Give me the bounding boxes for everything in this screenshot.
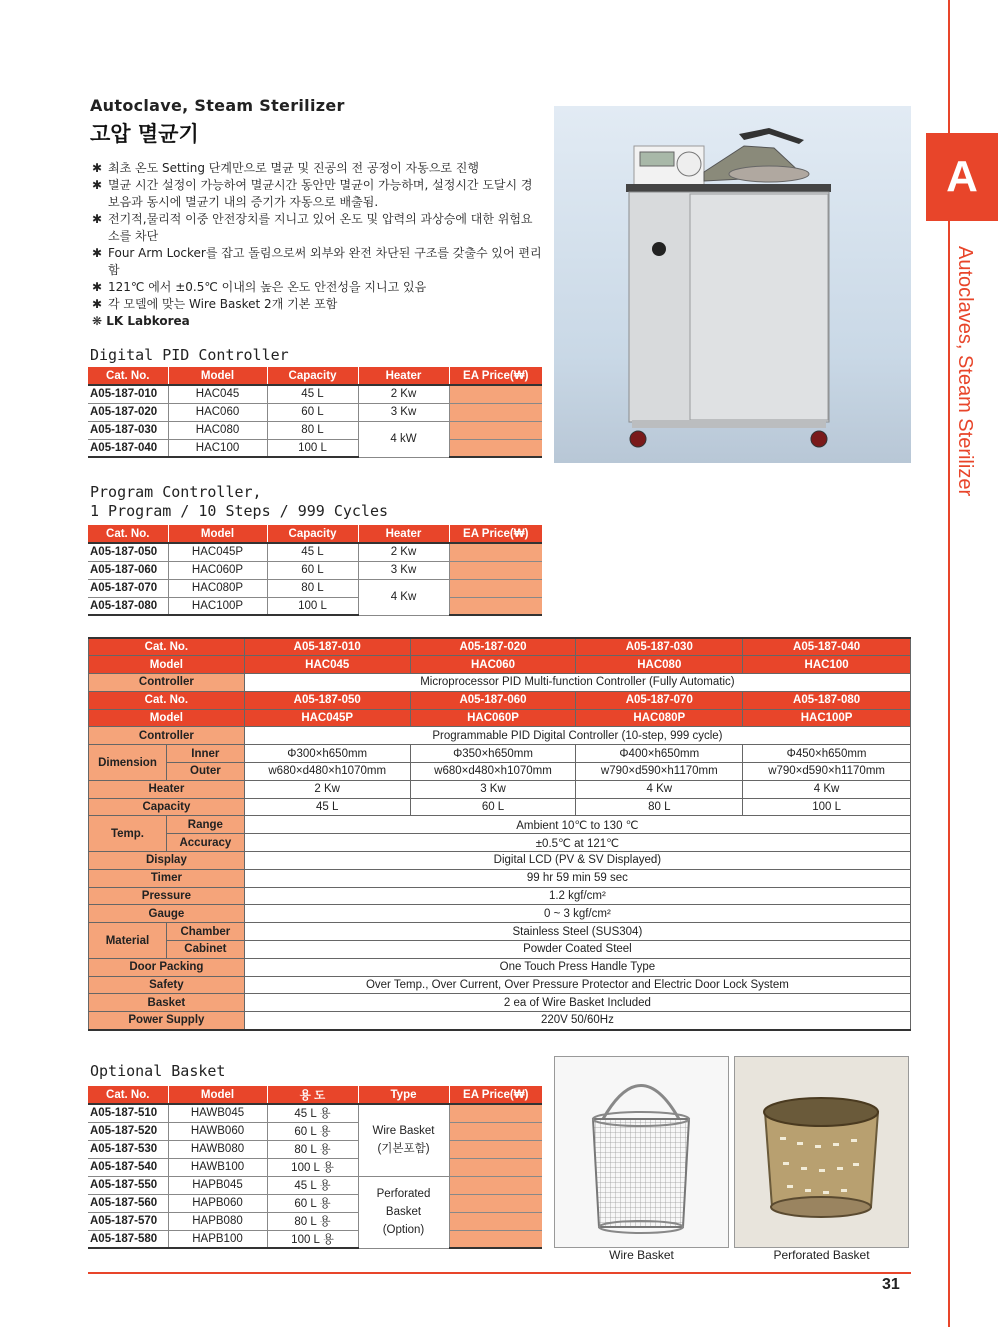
footer-rule bbox=[88, 1272, 911, 1274]
spec-row-timer: Timer 99 hr 59 min 59 sec bbox=[89, 869, 911, 887]
perforated-basket-image bbox=[734, 1056, 909, 1248]
col-header: Cat. No. bbox=[88, 525, 168, 543]
price-cell bbox=[449, 597, 542, 615]
col-header: Cat. No. bbox=[88, 367, 168, 385]
wire-basket-illustration bbox=[555, 1057, 728, 1247]
spec-row-range: Temp. Range Ambient 10℃ to 130 ℃ bbox=[89, 816, 911, 834]
spec-row-accuracy: Accuracy ±0.5℃ at 121℃ bbox=[89, 834, 911, 852]
table-header-row bbox=[88, 1086, 542, 1104]
price-cell bbox=[449, 1212, 542, 1230]
wire-basket-caption: Wire Basket bbox=[609, 1248, 674, 1262]
table-header-row bbox=[88, 525, 542, 543]
spec-row-cabinet: Cabinet Powder Coated Steel bbox=[89, 941, 911, 959]
table-row: A05-187-520 HAWB060 60 L 용 bbox=[88, 1122, 542, 1140]
perforated-basket-caption: Perforated Basket bbox=[773, 1248, 870, 1262]
feature-item: ✱ 121℃ 에서 ±0.5℃ 이내의 높은 온도 안전성을 지니고 있음 bbox=[92, 280, 427, 294]
spec-row-outer: Outer w680×d480×h1070mm w680×d480×h1070mm w790×d590×h1170mm w790×d590×h1170mm bbox=[89, 763, 911, 781]
brand-label: ❋ LK Labkorea bbox=[92, 314, 190, 328]
price-cell bbox=[449, 579, 542, 597]
price-cell bbox=[449, 385, 542, 403]
col-header: Capacity bbox=[267, 367, 358, 385]
autoclave-illustration bbox=[554, 106, 911, 463]
page-number: 31 bbox=[882, 1276, 900, 1293]
table-row: A05-187-570 HAPB080 80 L 용 bbox=[88, 1212, 542, 1230]
table-row: A05-187-080 HAC100P 100 L bbox=[88, 597, 542, 615]
spec-row-model2: Model HAC045P HAC060P HAC080P HAC100P bbox=[89, 709, 911, 727]
price-cell bbox=[449, 1230, 542, 1248]
spec-row-controller1: Controller Microprocessor PID Multi-function Controller (Fully Automatic) bbox=[89, 674, 911, 692]
spec-row-pressure: Pressure 1.2 kgf/cm² bbox=[89, 887, 911, 905]
col-header: Capacity bbox=[267, 525, 358, 543]
spec-table bbox=[88, 637, 911, 1031]
price-cell bbox=[449, 1176, 542, 1194]
prog-section-title: Program Controller, bbox=[90, 483, 262, 501]
bullet-icon: ✱ bbox=[92, 280, 103, 294]
table-row: A05-187-530 HAWB080 80 L 용 bbox=[88, 1140, 542, 1158]
table-row: A05-187-560 HAPB060 60 L 용 bbox=[88, 1194, 542, 1212]
price-cell bbox=[449, 403, 542, 421]
feature-list bbox=[92, 160, 542, 313]
side-title-text: Autoclaves, Steam Sterilizer bbox=[954, 246, 976, 497]
feature-item: ✱ 각 모델에 맞는 Wire Basket 2개 기본 포함 bbox=[92, 297, 338, 311]
col-header: Cat. No. bbox=[88, 1086, 168, 1104]
prog-price-table bbox=[88, 525, 542, 616]
spec-row-chamber: Material Chamber Stainless Steel (SUS304) bbox=[89, 923, 911, 941]
spec-row-model1: Model HAC045 HAC060 HAC080 HAC100 bbox=[89, 656, 911, 674]
table-row: A05-187-060 HAC060P 60 L 3 Kw bbox=[88, 561, 542, 579]
price-cell bbox=[449, 1104, 542, 1122]
spec-row-door: Door Packing One Touch Press Handle Type bbox=[89, 958, 911, 976]
optional-price-table bbox=[88, 1086, 542, 1249]
spec-row-controller2: Controller Programmable PID Digital Controller (10-step, 999 cycle) bbox=[89, 727, 911, 745]
price-cell bbox=[449, 1122, 542, 1140]
bullet-icon: ✱ bbox=[92, 297, 103, 311]
type-cell-perforated: Perforated Basket (Option) bbox=[358, 1176, 449, 1248]
feature-item: ✱ 멸균 시간 설정이 가능하여 멸균시간 동안만 멸균이 가능하며, 설정시간 도달시 경보음과 동시에 멸균기 내의 증기가 자동으로 배출됨. bbox=[92, 178, 533, 209]
col-header: Model bbox=[168, 525, 267, 543]
table-row: A05-187-050 HAC045P 45 L 2 Kw bbox=[88, 543, 542, 561]
spec-row-safety: Safety Over Temp., Over Current, Over Pressure Protector and Electric Door Lock System bbox=[89, 976, 911, 994]
autoclave-photo bbox=[554, 106, 911, 463]
table-header-row bbox=[88, 367, 542, 385]
price-cell bbox=[449, 543, 542, 561]
bullet-icon: ✱ bbox=[92, 161, 103, 175]
spec-row-gauge: Gauge 0 ~ 3 kgf/cm² bbox=[89, 905, 911, 923]
table-row: A05-187-040 HAC100 100 L bbox=[88, 439, 542, 457]
optional-section-title: Optional Basket bbox=[90, 1062, 226, 1080]
feature-item: ✱ Four Arm Locker를 잡고 돌림으로써 외부와 완전 차단된 구조를 갖출수 있어 편리함 bbox=[92, 246, 542, 277]
spec-row-cat1: Cat. No. A05-187-010 A05-187-020 A05-187-030 A05-187-040 bbox=[89, 638, 911, 656]
pid-price-table bbox=[88, 367, 542, 458]
table-row: A05-187-030 HAC080 80 L 4 kW bbox=[88, 421, 542, 439]
col-header: EA Price(₩) bbox=[449, 367, 542, 385]
table-row: A05-187-580 HAPB100 100 L 용 bbox=[88, 1230, 542, 1248]
price-cell bbox=[449, 1158, 542, 1176]
spec-row-display: Display Digital LCD (PV & SV Displayed) bbox=[89, 852, 911, 870]
spec-row-inner: Dimension Inner Φ300×h650mm Φ350×h650mm Φ400×h650mm Φ450×h650mm bbox=[89, 745, 911, 763]
page-title-en: Autoclave, Steam Sterilizer bbox=[90, 96, 345, 115]
table-row: A05-187-020 HAC060 60 L 3 Kw bbox=[88, 403, 542, 421]
col-header: EA Price(₩) bbox=[449, 1086, 542, 1104]
table-row: A05-187-550 HAPB045 45 L 용 Perforated Basket (Option) bbox=[88, 1176, 542, 1194]
col-header: Model bbox=[168, 367, 267, 385]
wire-basket-image bbox=[554, 1056, 729, 1248]
col-header: EA Price(₩) bbox=[449, 525, 542, 543]
table-row: A05-187-510 HAWB045 45 L 용 Wire Basket (기본포함) bbox=[88, 1104, 542, 1122]
col-header: Heater bbox=[358, 367, 449, 385]
section-tab: A bbox=[926, 133, 998, 221]
side-title bbox=[952, 246, 982, 546]
col-header: Model bbox=[168, 1086, 267, 1104]
perforated-basket-illustration bbox=[735, 1057, 908, 1247]
spec-row-heater: Heater 2 Kw 3 Kw 4 Kw 4 Kw bbox=[89, 780, 911, 798]
table-row: A05-187-010 HAC045 45 L 2 Kw bbox=[88, 385, 542, 403]
price-cell bbox=[449, 421, 542, 439]
pid-section-title: Digital PID Controller bbox=[90, 346, 289, 364]
col-header: Type bbox=[358, 1086, 449, 1104]
table-row: A05-187-540 HAWB100 100 L 용 bbox=[88, 1158, 542, 1176]
brand-mark-icon: ❋ bbox=[92, 314, 103, 328]
bullet-icon: ✱ bbox=[92, 246, 103, 260]
price-cell bbox=[449, 1194, 542, 1212]
page-title-ko: 고압 멸균기 bbox=[90, 122, 199, 146]
feature-item: ✱ 전기적,물리적 이중 안전장치를 지니고 있어 온도 및 압력의 과상승에 대한 위험요소를 차단 bbox=[92, 212, 533, 243]
col-header: Heater bbox=[358, 525, 449, 543]
type-cell-wire: Wire Basket (기본포함) bbox=[358, 1104, 449, 1176]
price-cell bbox=[449, 1140, 542, 1158]
spec-row-power: Power Supply 220V 50/60Hz bbox=[89, 1012, 911, 1030]
price-cell bbox=[449, 561, 542, 579]
prog-section-subtitle: 1 Program / 10 Steps / 999 Cycles bbox=[90, 502, 389, 520]
bullet-icon: ✱ bbox=[92, 178, 103, 192]
spec-row-basket: Basket 2 ea of Wire Basket Included bbox=[89, 994, 911, 1012]
price-cell bbox=[449, 439, 542, 457]
table-row: A05-187-070 HAC080P 80 L 4 Kw bbox=[88, 579, 542, 597]
spec-row-capacity: Capacity 45 L 60 L 80 L 100 L bbox=[89, 798, 911, 816]
col-header: 용 도 bbox=[267, 1086, 358, 1104]
feature-item: ✱ 최초 온도 Setting 단계만으로 멸균 및 진공의 전 공정이 자동으로 진행 bbox=[92, 161, 479, 175]
bullet-icon: ✱ bbox=[92, 212, 103, 226]
spec-row-cat2: Cat. No. A05-187-050 A05-187-060 A05-187-070 A05-187-080 bbox=[89, 691, 911, 709]
